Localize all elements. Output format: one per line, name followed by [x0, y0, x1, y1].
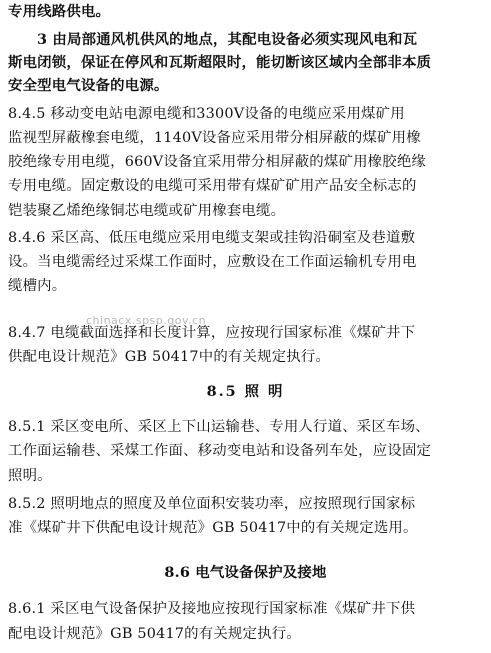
text-line: 专用电缆。固定敷设的电缆可采用带有煤矿矿用产品安全标志的: [8, 178, 417, 194]
text-line: 安全型电气设备的电源。: [8, 77, 169, 94]
section-heading-8-5: 8.5 照 明: [206, 383, 285, 400]
clause-8-4-5: 8.4.5 移动变电站电源电缆和3300V设备的电缆应采用煤矿用: [8, 106, 405, 122]
text-line: 照明。: [8, 468, 52, 484]
text-line-item-3: 3 由局部通风机供风的地点，其配电设备必须实现风电和瓦: [37, 31, 418, 48]
text-line: 配电设计规范》GB 50417的有关规定执行。: [8, 626, 301, 642]
text-line: 设。当电缆需经过采煤工作面时，应敷设在工作面运输机专用电: [8, 254, 417, 270]
section-heading-8-6: 8.6 电气设备保护及接地: [164, 564, 327, 581]
text-line: 铠装聚乙烯绝缘铜芯电缆或矿用橡套电缆。: [8, 203, 286, 219]
text-line: 准《煤矿井下供配电设计规范》GB 50417中的有关规定选用。: [8, 520, 418, 536]
clause-8-4-7: 8.4.7 电缆截面选择和长度计算，应按现行国家标准《煤矿井下: [8, 325, 416, 341]
text-line: 工作面运输巷、采煤工作面、移动变电站和设备列车处，应设固定: [8, 443, 432, 459]
clause-8-5-1: 8.5.1 采区变电所、采区上下山运输巷、专用人行道、采区车场、: [8, 419, 430, 435]
text-line: 斯电闭锁，保证在停风和瓦斯超限时，能切断该区域内全部非本质: [8, 54, 432, 71]
clause-8-4-6: 8.4.6 采区高、低压电缆应采用电缆支架或挂钩沿硐室及巷道敷: [8, 230, 416, 246]
text-line: 胶绝缘专用电缆，660V设备宜采用带分相屏蔽的煤矿用橡胶绝缘: [8, 154, 427, 170]
text-line: 缆槽内。: [8, 278, 67, 294]
text-line: 监视型屏蔽橡套电缆，1140V设备应采用带分相屏蔽的煤矿用橡: [8, 130, 421, 146]
text-line-continuation: 专用线路供电。: [8, 3, 111, 20]
clause-8-6-1: 8.6.1 采区电气设备保护及接地应按现行国家标准《煤矿井下供: [8, 601, 416, 617]
clause-8-5-2: 8.5.2 照明地点的照度及单位面积安装功率，应按照现行国家标: [8, 496, 416, 512]
watermark-text: chinacx.spsp.gov.cn: [86, 314, 207, 327]
text-line: 供配电设计规范》GB 50417中的有关规定执行。: [8, 349, 331, 365]
